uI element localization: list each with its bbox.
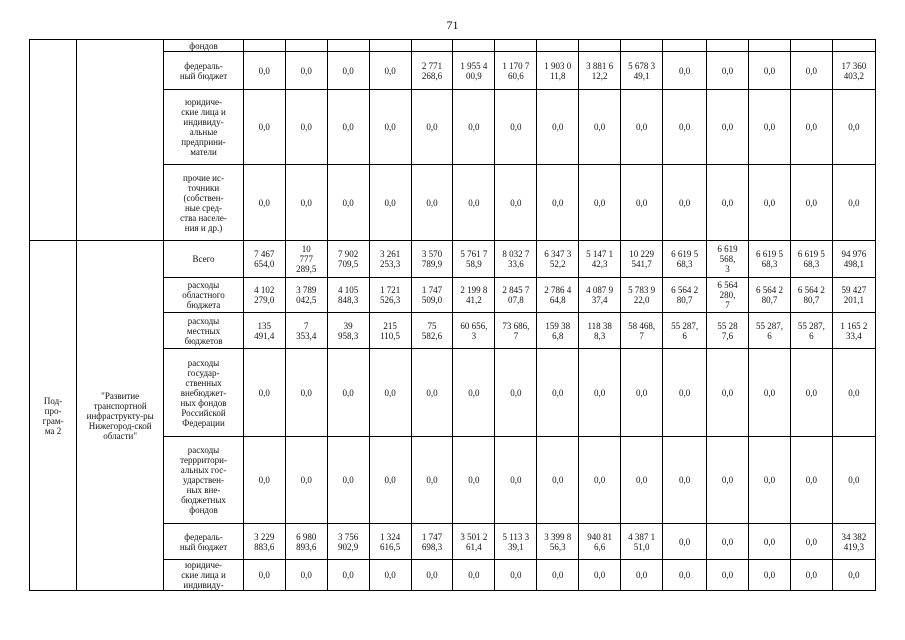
value-cell: 0,0 [790,52,832,90]
value-cell: 0,0 [749,437,791,524]
value-cell: 55 28 7,6 [707,313,749,349]
value-cell: 6 347 3 52,2 [537,241,579,278]
funding-source-label: расходы областного бюджета [164,278,244,313]
value-cell: 0,0 [327,90,369,165]
value-cell: 0,0 [285,165,327,241]
value-cell: 1 747 509,0 [411,278,453,313]
value-cell: 0,0 [832,90,875,165]
value-cell: 940 81 6,6 [579,524,621,560]
value-cell: 2 845 7 07,8 [495,278,537,313]
value-cell: 0,0 [495,349,537,437]
value-cell: 0,0 [411,437,453,524]
value-cell: 34 382 419,3 [832,524,875,560]
value-cell: 94 976 498,1 [832,241,875,278]
value-cell: 59 427 201,1 [832,278,875,313]
table-row [30,241,876,278]
value-cell: 3 756 902,9 [327,524,369,560]
value-cell: 3 261 253,3 [369,241,411,278]
value-cell: 73 686, 7 [495,313,537,349]
value-cell: 1 747 698,3 [411,524,453,560]
value-cell: 5 678 3 49,1 [621,52,663,90]
value-cell: 55 287, 6 [749,313,791,349]
value-cell: 0,0 [453,90,495,165]
value-cell: 0,0 [243,52,285,90]
value-cell: 0,0 [537,349,579,437]
value-cell: 0,0 [411,560,453,591]
value-cell: 0,0 [832,349,875,437]
value-cell: 1 903 0 11,8 [537,52,579,90]
value-cell: 0,0 [707,560,749,591]
value-cell: 5 783 9 22,0 [621,278,663,313]
value-cell: 58 468, 7 [621,313,663,349]
value-cell: 0,0 [749,52,791,90]
funding-source-label: федераль- ный бюджет [164,524,244,560]
value-cell: 0,0 [285,560,327,591]
value-cell: 0,0 [579,90,621,165]
value-cell: 0,0 [243,560,285,591]
value-cell: 0,0 [663,437,707,524]
value-cell [663,40,707,52]
value-cell: 0,0 [495,437,537,524]
value-cell: 6 619 5 68,3 [790,241,832,278]
value-cell: 159 38 6,8 [537,313,579,349]
value-cell: 75 582,6 [411,313,453,349]
value-cell: 0,0 [707,52,749,90]
value-cell: 7 902 709,5 [327,241,369,278]
value-cell: 0,0 [790,437,832,524]
value-cell: 0,0 [369,165,411,241]
value-cell: 0,0 [621,437,663,524]
value-cell: 0,0 [749,90,791,165]
value-cell: 0,0 [243,437,285,524]
value-cell: 2 199 8 41,2 [453,278,495,313]
value-cell: 0,0 [790,560,832,591]
value-cell [579,40,621,52]
value-cell: 1 324 616,5 [369,524,411,560]
value-cell: 1 955 4 00,9 [453,52,495,90]
value-cell: 0,0 [327,560,369,591]
value-cell: 0,0 [369,52,411,90]
funding-source-label: юридиче- ские лица и индивиду- [164,560,244,591]
value-cell: 0,0 [621,560,663,591]
value-cell: 0,0 [453,349,495,437]
value-cell: 2 786 4 64,8 [537,278,579,313]
value-cell: 0,0 [369,560,411,591]
value-cell: 60 656, 3 [453,313,495,349]
value-cell: 6 619 5 68,3 [749,241,791,278]
value-cell: 0,0 [790,524,832,560]
value-cell [285,40,327,52]
value-cell: 0,0 [579,349,621,437]
funding-source-label: федераль- ный бюджет [164,52,244,90]
value-cell [369,40,411,52]
value-cell: 55 287, 6 [790,313,832,349]
value-cell: 4 102 279,0 [243,278,285,313]
value-cell: 0,0 [707,165,749,241]
value-cell [832,40,875,52]
funding-source-label: расходы террритори- альных гос- ударствен- ных вне- бюджетных фондов [164,437,244,524]
value-cell: 39 958,3 [327,313,369,349]
value-cell: 6 619 5 68,3 [663,241,707,278]
funding-source-label: расходы местных бюджетов [164,313,244,349]
value-cell: 0,0 [832,560,875,591]
value-cell: 0,0 [411,349,453,437]
value-cell: 0,0 [790,90,832,165]
program-code-cell: Под- про- грам- ма 2 [30,241,77,591]
value-cell [243,40,285,52]
program-name-cell: "Развитие транспортной инфраструкту-ры Нижегород-ской области" [77,241,164,591]
value-cell [790,40,832,52]
value-cell: 0,0 [707,90,749,165]
value-cell: 0,0 [790,165,832,241]
value-cell: 6 564 280, 7 [707,278,749,313]
value-cell: 0,0 [453,165,495,241]
value-cell: 215 110,5 [369,313,411,349]
value-cell: 7 467 654,0 [243,241,285,278]
value-cell: 0,0 [537,165,579,241]
budget-table [29,39,876,591]
value-cell: 0,0 [453,560,495,591]
funding-source-label: прочие ис- точники (собствен- ные сред- ства населе- ния и др.) [164,165,244,241]
value-cell: 8 032 7 33,6 [495,241,537,278]
value-cell: 0,0 [663,349,707,437]
value-cell: 0,0 [243,90,285,165]
value-cell: 55 287, 6 [663,313,707,349]
value-cell: 0,0 [327,52,369,90]
value-cell: 0,0 [663,524,707,560]
value-cell: 6 564 2 80,7 [749,278,791,313]
value-cell: 4 105 848,3 [327,278,369,313]
value-cell: 0,0 [369,90,411,165]
value-cell: 0,0 [495,90,537,165]
value-cell: 6 564 2 80,7 [790,278,832,313]
value-cell [749,40,791,52]
funding-source-label: фондов [164,40,244,52]
value-cell: 3 501 2 61,4 [453,524,495,560]
value-cell: 0,0 [453,437,495,524]
value-cell: 0,0 [707,524,749,560]
funding-source-label: расходы государ- ственных внебюджет- ных фондов Российской Федерации [164,349,244,437]
value-cell: 0,0 [663,165,707,241]
value-cell: 7 353,4 [285,313,327,349]
value-cell: 0,0 [369,349,411,437]
value-cell: 0,0 [243,165,285,241]
value-cell: 0,0 [621,349,663,437]
value-cell: 0,0 [579,165,621,241]
program-code-cell [30,40,77,241]
funding-source-label: юридиче- ские лица и индивиду- альные предприни- матели [164,90,244,165]
value-cell: 17 360 403,2 [832,52,875,90]
value-cell: 0,0 [832,437,875,524]
value-cell: 5 761 7 58,9 [453,241,495,278]
value-cell: 0,0 [707,349,749,437]
value-cell: 10 229 541,7 [621,241,663,278]
value-cell: 0,0 [579,560,621,591]
value-cell: 0,0 [621,165,663,241]
value-cell: 0,0 [411,90,453,165]
value-cell: 4 087 9 37,4 [579,278,621,313]
value-cell: 0,0 [537,90,579,165]
value-cell: 1 165 2 33,4 [832,313,875,349]
value-cell: 10 777 289,5 [285,241,327,278]
page-number: 71 [446,18,459,32]
value-cell [707,40,749,52]
value-cell: 3 399 8 56,3 [537,524,579,560]
value-cell: 0,0 [663,52,707,90]
value-cell: 0,0 [411,165,453,241]
value-cell [327,40,369,52]
value-cell: 1 170 7 60,6 [495,52,537,90]
value-cell: 0,0 [749,560,791,591]
value-cell: 0,0 [285,437,327,524]
value-cell: 0,0 [285,52,327,90]
value-cell [621,40,663,52]
value-cell: 0,0 [749,524,791,560]
value-cell: 0,0 [663,90,707,165]
value-cell: 0,0 [621,90,663,165]
value-cell: 5 113 3 39,1 [495,524,537,560]
value-cell: 0,0 [495,165,537,241]
value-cell: 3 570 789,9 [411,241,453,278]
value-cell: 0,0 [749,349,791,437]
value-cell: 0,0 [749,165,791,241]
value-cell: 6 980 893,6 [285,524,327,560]
value-cell: 0,0 [327,437,369,524]
value-cell: 135 491,4 [243,313,285,349]
value-cell: 0,0 [285,90,327,165]
value-cell: 0,0 [579,437,621,524]
program-name-cell [77,40,164,241]
value-cell: 0,0 [369,437,411,524]
value-cell [411,40,453,52]
value-cell: 118 38 8,3 [579,313,621,349]
value-cell: 1 721 526,3 [369,278,411,313]
funding-source-label: Всего [164,241,244,278]
table-row [30,40,876,52]
value-cell: 3 789 042,5 [285,278,327,313]
value-cell: 3 881 6 12,2 [579,52,621,90]
value-cell: 0,0 [327,165,369,241]
value-cell: 0,0 [537,560,579,591]
value-cell [495,40,537,52]
value-cell: 0,0 [495,560,537,591]
value-cell: 0,0 [832,165,875,241]
value-cell: 0,0 [707,437,749,524]
value-cell: 0,0 [537,437,579,524]
value-cell: 0,0 [327,349,369,437]
value-cell [537,40,579,52]
value-cell: 0,0 [243,349,285,437]
value-cell: 0,0 [663,560,707,591]
value-cell: 0,0 [285,349,327,437]
value-cell: 4 387 1 51,0 [621,524,663,560]
value-cell [453,40,495,52]
value-cell: 3 229 883,6 [243,524,285,560]
value-cell: 0,0 [790,349,832,437]
value-cell: 2 771 268,6 [411,52,453,90]
value-cell: 6 619 568, 3 [707,241,749,278]
value-cell: 5 147 1 42,3 [579,241,621,278]
value-cell: 6 564 2 80,7 [663,278,707,313]
